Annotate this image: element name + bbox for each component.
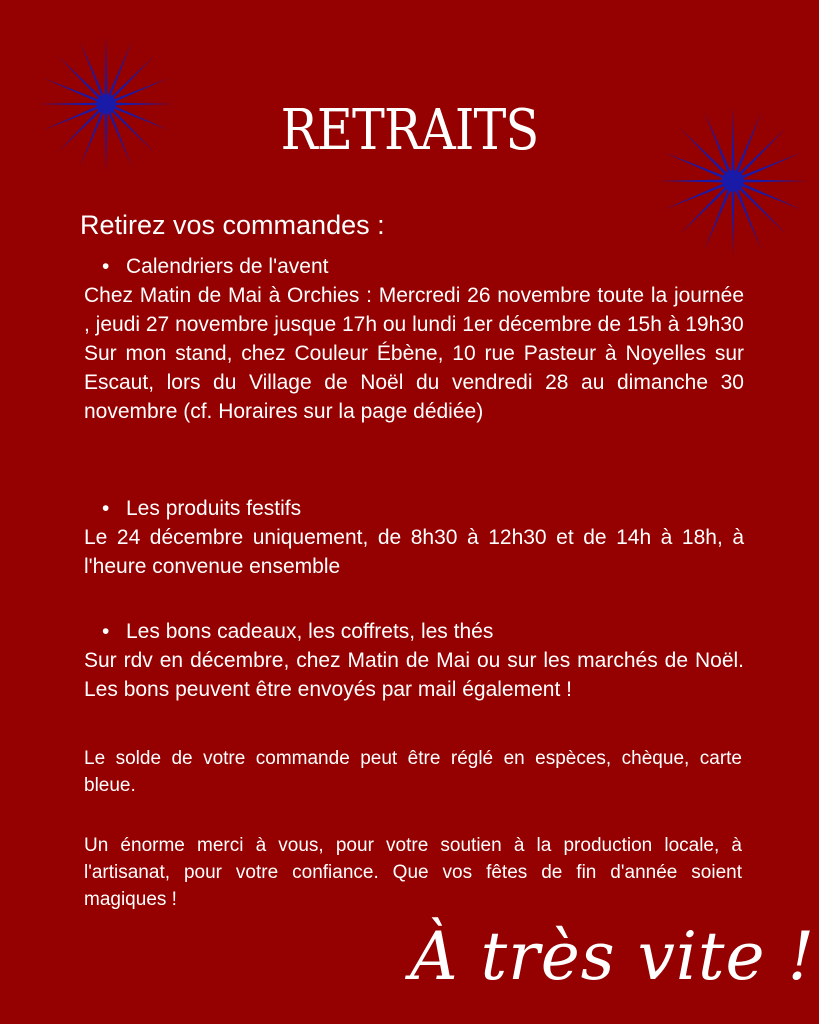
closing-signature: À très vite ! <box>410 918 816 995</box>
thanks-text: Un énorme merci à vous, pour votre soutien à la production locale, à l'artisanat, pour votre confiance. Que vos fêtes de fin d'année soient magiques ! <box>84 835 742 910</box>
page-title: RETRAITS <box>280 98 539 163</box>
intro-heading: Retirez vos commandes : <box>80 210 385 240</box>
gift-vouchers-text: Sur rdv en décembre, chez Matin de Mai ou sur les marchés de Noël. Les bons peuvent être envoyés par mail également ! <box>84 649 744 701</box>
payment-text: Le solde de votre commande peut être réglé en espèces, chèque, carte bleue. <box>84 748 742 796</box>
bullet-festive-products: • Les produits festifs <box>84 494 744 523</box>
section-advent-calendars <box>84 252 744 426</box>
section-festive-products <box>84 494 744 581</box>
bullet-advent-calendars: • Calendriers de l'avent <box>84 252 744 281</box>
festive-pickup-text: Le 24 décembre uniquement, de 8h30 à 12h30 et de 14h à 18h, à l'heure convenue ensemble <box>84 526 744 578</box>
advent-pickup-orchies: Chez Matin de Mai à Orchies : Mercredi 26 novembre toute la journée , jeudi 27 novembre jusque 17h ou lundi 1er décembre de 15h à 19h30 <box>84 284 744 336</box>
starburst-center <box>722 170 744 192</box>
section-gift-vouchers <box>84 617 744 704</box>
advent-pickup-stand: Sur mon stand, chez Couleur Ébène, 10 rue Pasteur à Noyelles sur Escaut, lors du Village de Noël du vendredi 28 au dimanche 30 novembre (cf. Horaires sur la page dédiée) <box>84 342 744 423</box>
bullet-gift-vouchers: • Les bons cadeaux, les coffrets, les thés <box>84 617 744 646</box>
